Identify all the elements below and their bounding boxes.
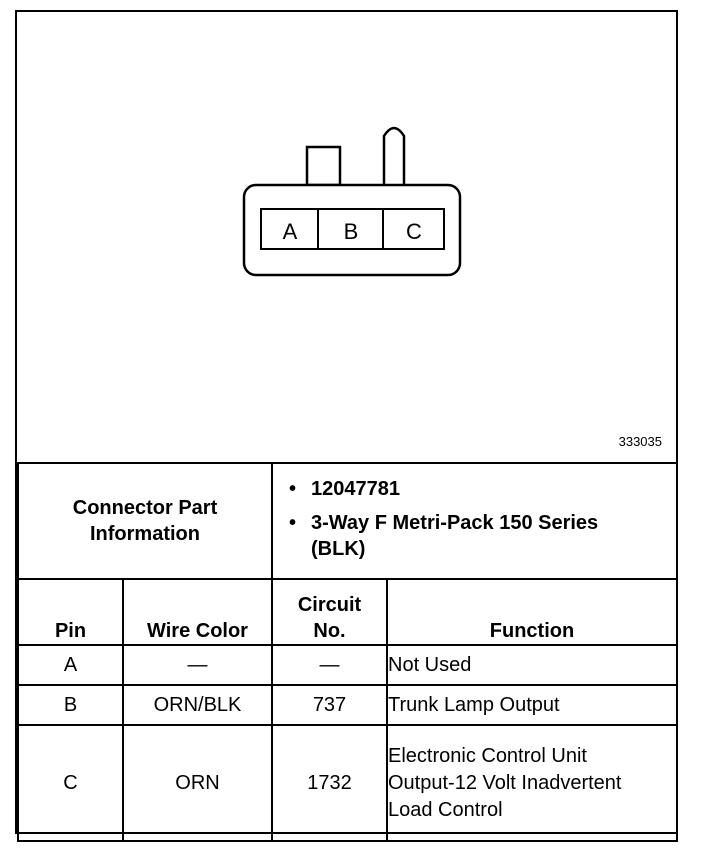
row-b-function: Trunk Lamp Output	[387, 685, 677, 725]
figure-id: 333035	[618, 434, 662, 449]
connector-part-label-text: Connector Part Information	[72, 497, 218, 545]
connector-lock-tab	[307, 147, 340, 185]
connector-part-label	[18, 463, 272, 579]
connector-table	[17, 462, 678, 842]
header-pin: Pin	[18, 579, 123, 645]
connector-part-details	[272, 463, 677, 579]
row-a-function: Not Used	[387, 645, 677, 685]
header-wire-color: Wire Color	[123, 579, 272, 645]
pin-label-c: C	[406, 219, 422, 244]
row-c-function	[387, 725, 677, 841]
row-c-pin: C	[18, 725, 123, 841]
connector-diagram	[17, 12, 676, 462]
table-row	[18, 645, 677, 685]
part-number: • 12047781	[311, 476, 676, 502]
row-c-circuit: 1732	[272, 725, 387, 841]
row-a-pin: A	[18, 645, 123, 685]
header-circuit-text: Circuit No.	[297, 594, 362, 642]
row-b-pin: B	[18, 685, 123, 725]
table-row	[18, 685, 677, 725]
row-c-wire-color: ORN	[123, 725, 272, 841]
table-row	[18, 725, 677, 841]
header-function: Function	[387, 579, 677, 645]
part-list	[273, 464, 676, 578]
row-c-function-text: Electronic Control Unit Output-12 Volt Inadvertent Load Control	[388, 744, 622, 821]
part-description: • 3-Way F Metri-Pack 150 Series (BLK)	[311, 510, 601, 562]
connector-part-row	[18, 463, 677, 579]
table-header-row	[18, 579, 677, 645]
row-b-wire-color: ORN/BLK	[123, 685, 272, 725]
header-circuit	[272, 579, 387, 645]
connector-key-peg	[384, 128, 404, 185]
pin-label-a: A	[282, 219, 298, 244]
row-a-circuit: —	[272, 645, 387, 685]
row-b-circuit: 737	[272, 685, 387, 725]
connector-drawing	[17, 12, 676, 462]
diagram-frame	[15, 10, 678, 834]
row-a-wire-color: —	[123, 645, 272, 685]
pin-label-b: B	[343, 219, 359, 244]
